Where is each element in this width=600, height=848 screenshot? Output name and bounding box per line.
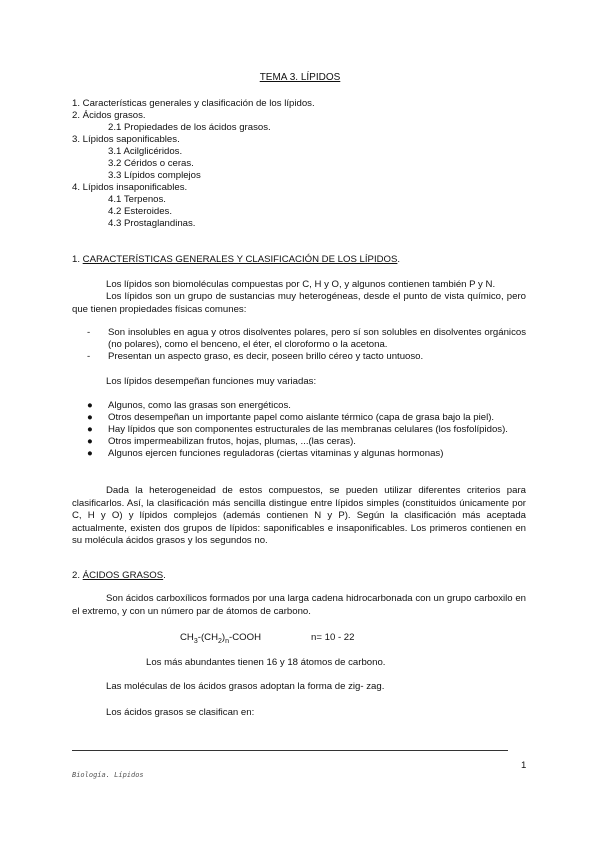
toc-item: 3. Lípidos saponificables. bbox=[72, 134, 180, 145]
section-2-paragraph: Las moléculas de los ácidos grasos adoptan la forma de zig- zag. bbox=[106, 681, 385, 692]
section-2-paragraph: Son ácidos carboxílicos formados por una larga cadena hidrocarbonada con un grupo carboxilo en el extremo, y con un número par de átomos de carbono. bbox=[72, 593, 526, 617]
section-2-paragraph: Los más abundantes tienen 16 y 18 átomos de carbono. bbox=[146, 657, 386, 668]
section-1-number: 1. bbox=[72, 254, 83, 265]
toc-item: 2.1 Propiedades de los ácidos grasos. bbox=[108, 122, 271, 133]
footer-text: Biología. Lípidos bbox=[72, 771, 144, 779]
bullet-mark: ● bbox=[87, 436, 93, 447]
fatty-acid-formula: $CH_3-(CH_2)_n$-COOH bbox=[180, 632, 262, 645]
bullet-mark: ● bbox=[87, 424, 93, 435]
bullet-list bbox=[87, 400, 526, 460]
section-1-paragraph: Los lípidos son biomoléculas compuestas por C, H y O, y algunos contienen también P y N. bbox=[106, 279, 496, 290]
toc-item: 4.1 Terpenos. bbox=[108, 194, 166, 205]
toc-item: 4.3 Prostaglandinas. bbox=[108, 218, 196, 229]
toc-item: 3.1 Acilglicéridos. bbox=[108, 146, 183, 157]
toc-item: 4.2 Esteroides. bbox=[108, 206, 172, 217]
section-1-paragraph: Dada la heterogeneidad de estos compuestos, se pueden utilizar diferentes criterios para clasificarlos. Así, la clasificación más sencilla distingue entre lípidos simples (constituidos únicamente por C, H y O) y lípidos complejos (además contienen N y P). Según la clasificación más aceptada actualmente, existen dos grupos de lípidos: saponificables e insaponificables. Los primeros contienen en su molécula ácidos grasos y los segundos no. bbox=[72, 485, 526, 546]
page-number: 1 bbox=[521, 760, 527, 771]
list-item: ● Algunos, como las grasas son energéticos. bbox=[87, 400, 291, 411]
toc-item: 3.3 Lípidos complejos bbox=[108, 170, 201, 181]
section-1-paragraph: Los lípidos desempeñan funciones muy variadas: bbox=[106, 376, 317, 387]
section-2-paragraph: Los ácidos grasos se clasifican en: bbox=[106, 707, 255, 718]
section-2-suffix: . bbox=[163, 570, 166, 581]
toc-item: 2. Ácidos grasos. bbox=[72, 110, 146, 121]
list-item: ● Algunos ejercen funciones reguladoras (ciertas vitaminas y algunas hormonas) bbox=[87, 448, 444, 459]
bullet-mark: ● bbox=[87, 448, 93, 459]
section-1-heading bbox=[72, 254, 400, 266]
section-2-number: 2. bbox=[72, 570, 83, 581]
toc-item: 3.2 Céridos o ceras. bbox=[108, 158, 194, 169]
formula-range: n= 10 - 22 bbox=[311, 632, 355, 643]
section-1-suffix: . bbox=[397, 254, 401, 265]
section-2-title: ÁCIDOS GRASOS bbox=[82, 570, 164, 581]
list-item: - Presentan un aspecto graso, es decir, poseen brillo céreo y tacto untuoso. bbox=[87, 351, 424, 362]
section-1-paragraph: Los lípidos son un grupo de sustancias muy heterogéneas, desde el punto de vista químico, pero que tienen propiedades físicas comunes: bbox=[72, 291, 526, 315]
dash-mark: - bbox=[87, 351, 91, 362]
dash-list bbox=[87, 327, 526, 363]
list-item: ● Otros impermeabilizan frutos, hojas, plumas, ...(las ceras). bbox=[87, 436, 356, 447]
footer-divider bbox=[72, 750, 508, 751]
toc-item: 4. Lípidos insaponificables. bbox=[72, 182, 188, 193]
list-item: - Son insolubles en agua y otros disolventes polares, pero sí son solubles en disolventes orgánicos (no polares), como el benceno, el éter, el cloroformo o la acetona. bbox=[87, 327, 526, 350]
list-item: ● Otros desempeñan un importante papel como aislante térmico (capa de grasa bajo la piel). bbox=[87, 412, 495, 423]
section-1-title: CARACTERÍSTICAS GENERALES Y CLASIFICACIÓN DE LOS LÍPIDOS bbox=[82, 254, 398, 265]
list-item: ● Hay lípidos que son componentes estructurales de las membranas celulares (los fosfolípidos). bbox=[87, 424, 508, 435]
section-2-heading bbox=[72, 570, 166, 582]
toc-item: 1. Características generales y clasificación de los lípidos. bbox=[72, 98, 315, 109]
dash-mark: - bbox=[87, 327, 91, 338]
bullet-mark: ● bbox=[87, 412, 93, 423]
document-title: TEMA 3. LÍPIDOS bbox=[259, 72, 341, 83]
bullet-mark: ● bbox=[87, 400, 93, 411]
